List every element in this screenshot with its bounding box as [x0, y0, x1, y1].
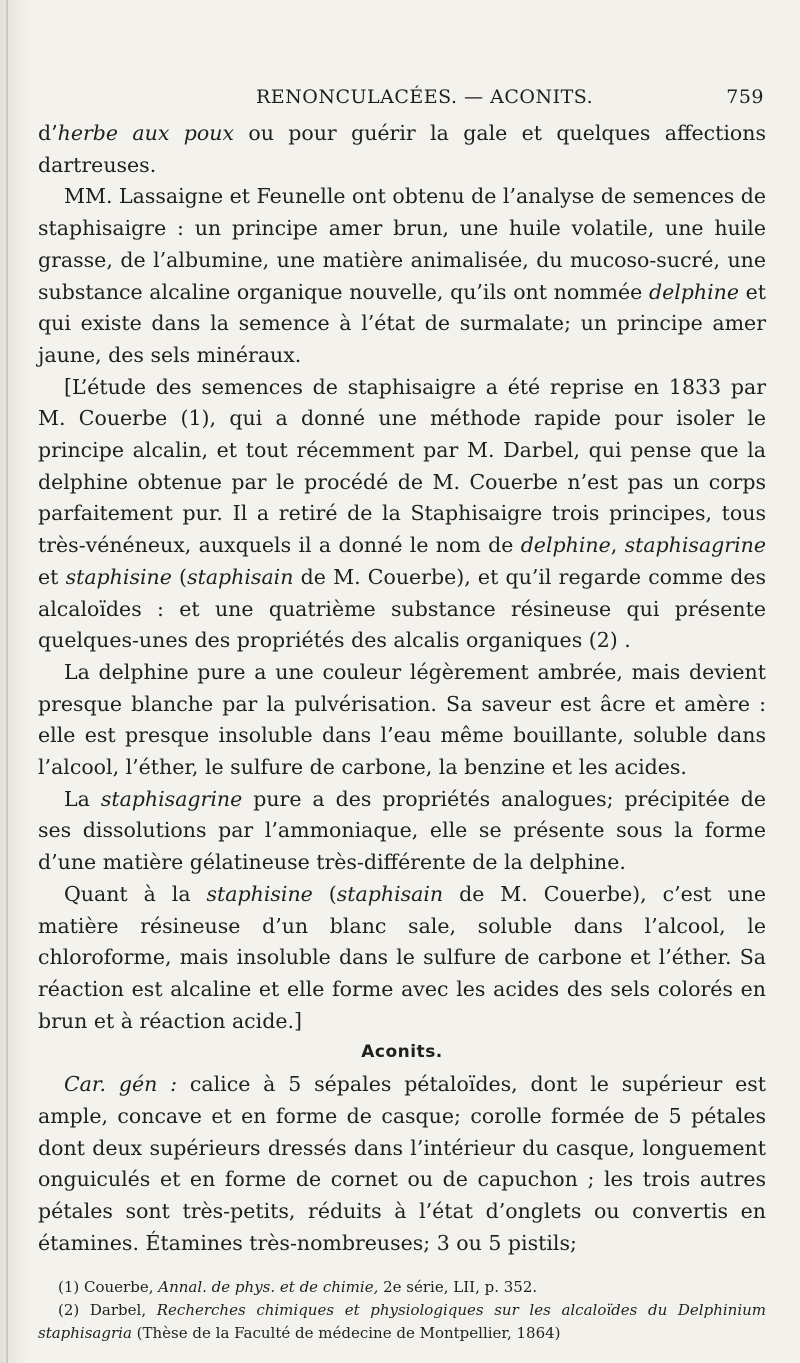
italic-run: staphisagrine: [100, 786, 243, 811]
paragraph-3: [38, 372, 766, 657]
italic-run: Annal. de phys. et de chimie,: [158, 1278, 379, 1296]
text-run: Quant à la: [64, 881, 207, 906]
text-run: ,: [610, 533, 625, 558]
footnotes: [38, 1276, 766, 1345]
italic-run: delphine: [648, 279, 739, 304]
text-run: (1) Couerbe,: [58, 1278, 159, 1296]
text-run: MM. Lassaigne et Feunelle ont obtenu de l’analyse de semences de staphisaigre : un principe amer brun, une huile volatile, une huile grasse, de l’albumine, une matière animalisée, du mucoso-sucré, une substance alcaline organique nouvelle, qu’ils ont nommée: [38, 184, 767, 304]
italic-run: staphisagrine: [624, 533, 766, 558]
text-run: de M. Couerbe), c’est une matière résineuse d’un blanc sale, soluble dans l’alcool, le chloroforme, mais insoluble dans le sulfure de carbone et l’éther. Sa réaction est alcaline et elle forme avec les acides des sels colorés en brun et à réaction acide.]: [38, 881, 767, 1033]
text-run: d’: [38, 121, 58, 145]
paragraph-6: [38, 879, 766, 1038]
text-run: (Thèse de la Faculté de médecine de Montpellier, 1864): [131, 1324, 561, 1342]
running-head: [36, 86, 764, 110]
paragraph-4: [38, 657, 766, 784]
footnote-2: [38, 1299, 766, 1345]
italic-run: staphisine: [206, 881, 313, 906]
text-run: (: [171, 564, 188, 589]
footnote-1: [38, 1276, 766, 1299]
text-run: La delphine pure a une couleur légèrement ambrée, mais devient presque blanche par la pulvérisation. Sa saveur est âcre et amère : elle est presque insoluble dans l’eau même bouillante, soluble dans l’alcool, l’éther, le sulfure de carbone, la benzine et les acides.: [38, 659, 766, 780]
italic-run: staphisain: [336, 881, 444, 906]
paragraph-5: [38, 784, 766, 879]
italic-run: Recherches chimiques et physiologiques sur les alcaloïdes du Delphinium staphisagria: [38, 1301, 767, 1342]
text-run: [L’étude des semences de staphisaigre a été reprise en 1833 par M. Couerbe (1), qui a donné une méthode rapide pour isoler le principe alcalin, et tout récemment par M. Darbel, qui pense que la delphine obtenue par le procédé de M. Couerbe n’est pas un corps parfaitement pur. Il a retiré de la Staphisaigre trois principes, tous très-vénéneux, auxquels il a donné le nom de: [38, 374, 766, 558]
text-run: calice à 5 sépales pétaloïdes, dont le supérieur est ample, concave et en forme de casque; corolle formée de 5 pétales dont deux supérieurs dressés dans l’intérieur du casque, longuement onguiculés et en forme de cornet ou de capuchon ; les trois autres pétales sont très-petits, réduits à l’état d’onglets ou convertis en étamines. Étamines très-nombreuses; 3 ou 5 pistils;: [38, 1072, 766, 1255]
section-heading: Aconits.: [361, 1042, 443, 1063]
text-run: de M. Couerbe), et qu’il regarde comme des alcaloïdes : et une quatrième substance résineuse qui présente quelques-unes des propriétés des alcalis organiques (2) .: [38, 564, 766, 653]
paragraph-1: [38, 118, 766, 181]
text-run: (2) Darbel,: [58, 1301, 157, 1319]
italic-run: herbe aux poux: [57, 121, 234, 145]
page-gutter-edge: [6, 0, 8, 1363]
italic-run: staphisine: [65, 564, 172, 589]
text-run: ou pour guérir la gale et quelques affections dartreuses.: [38, 121, 766, 177]
text-run: pure a des propriétés analogues; précipitée de ses dissolutions par l’ammoniaque, elle se présente sous la forme d’une matière gélatineuse très-différente de la delphine.: [38, 786, 766, 875]
italic-run: staphisain: [187, 564, 294, 589]
body-text: [38, 118, 766, 1259]
page-number: 759: [726, 86, 764, 108]
paragraph-2: [38, 181, 766, 371]
running-head-title: RENONCULACÉES. — ACONITS.: [256, 86, 594, 108]
text-run: et qui existe dans la semence à l’état de surmalate; un principe amer jaune, des sels minéraux.: [38, 279, 766, 367]
text-run: et: [38, 564, 66, 589]
text-run: La: [64, 786, 101, 811]
text-run: (: [312, 881, 337, 906]
text-run: 2e série, LII, p. 352.: [378, 1278, 538, 1296]
italic-run: Car. gén :: [64, 1072, 178, 1097]
paragraph-7: [38, 1069, 766, 1259]
italic-run: delphine: [520, 533, 611, 558]
